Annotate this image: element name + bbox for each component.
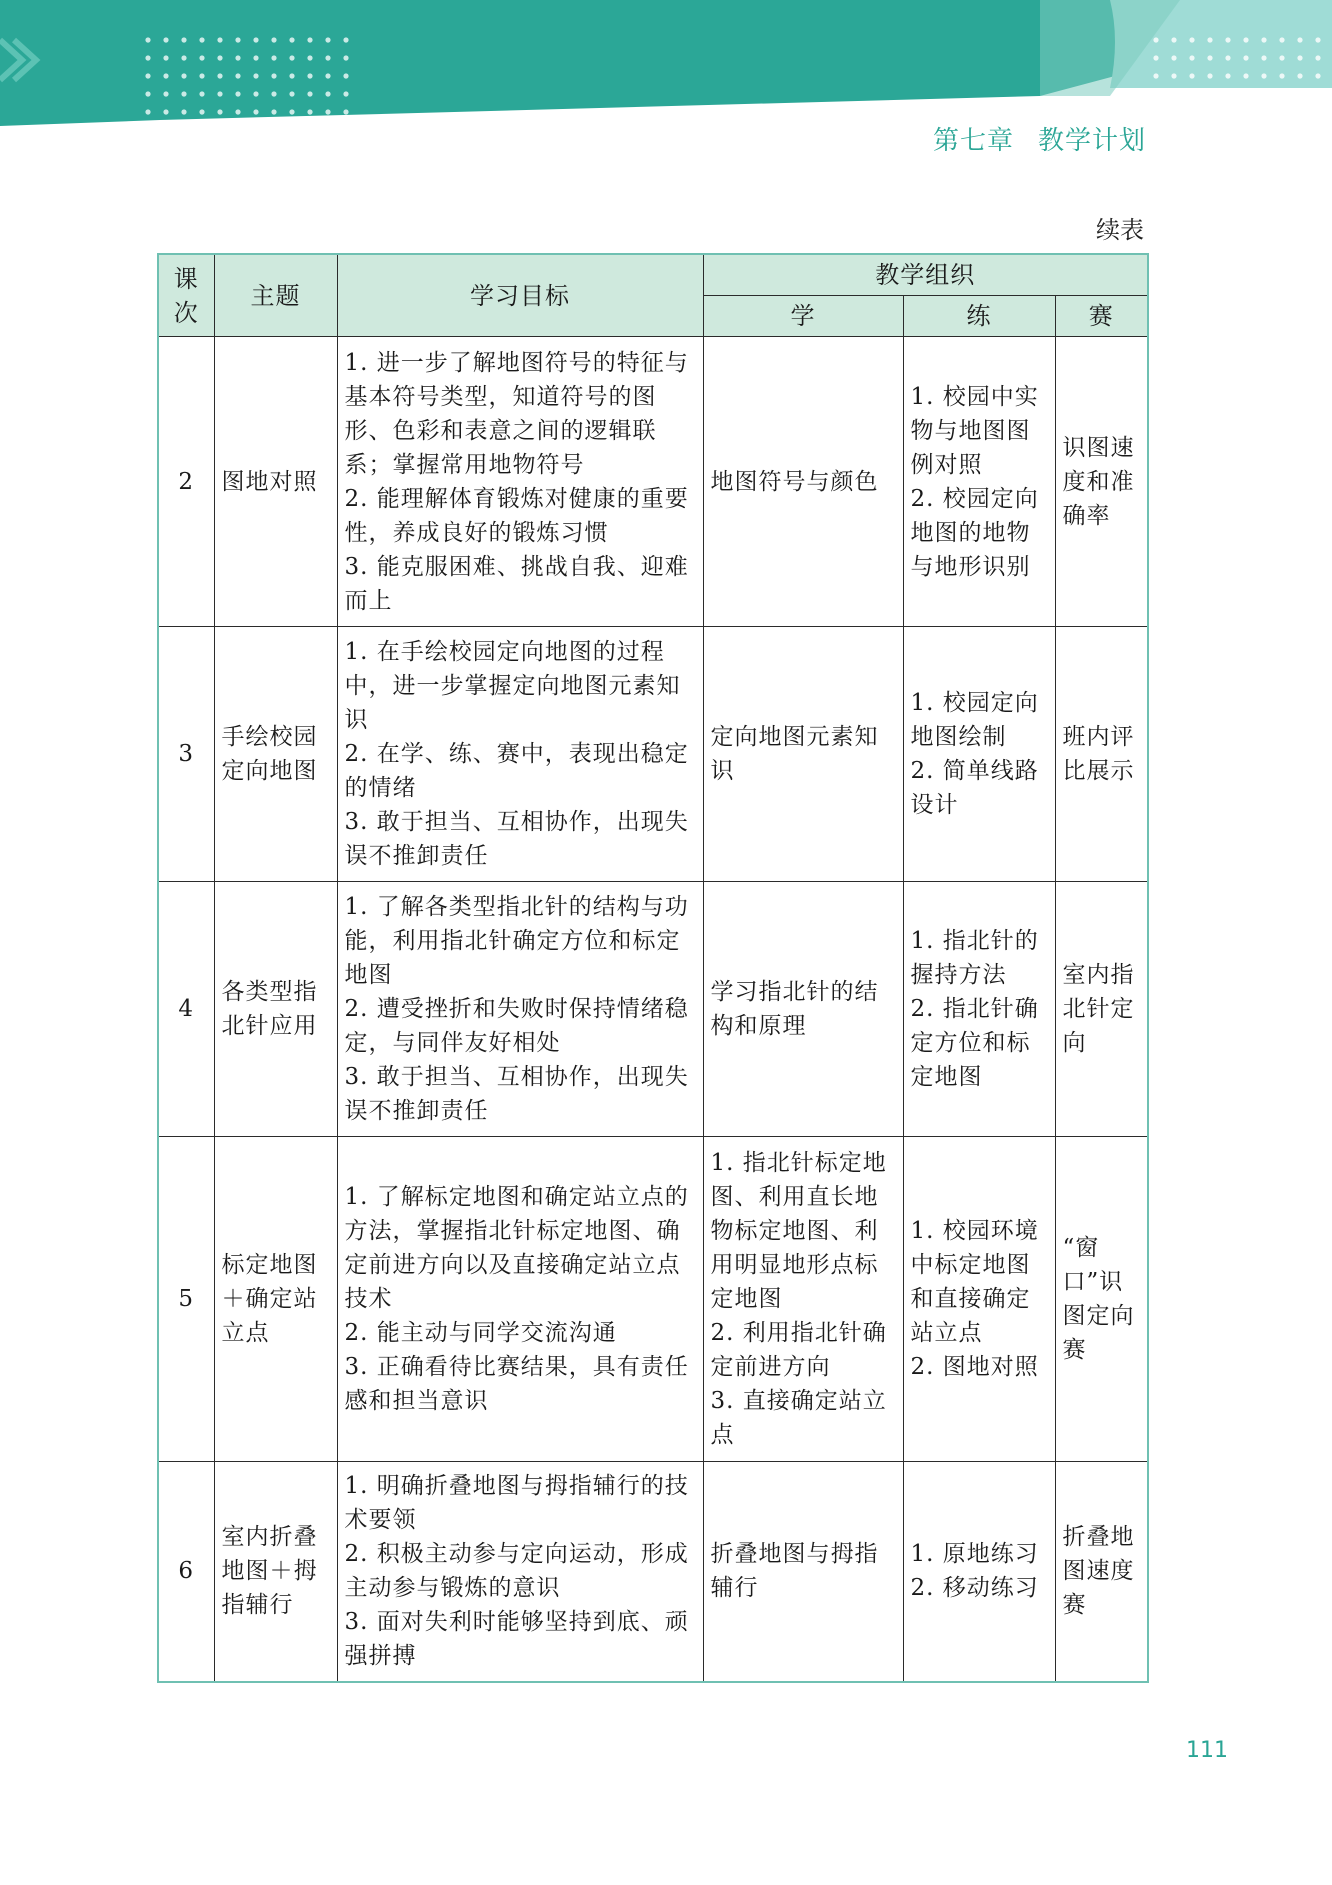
cell-objectives: 1. 了解各类型指北针的结构与功能，利用指北针确定方位和标定地图 2. 遭受挫折和失败时保持情绪稳定，与同伴友好相处 3. 敢于担当、互相协作，出现失误不推卸责任 — [337, 882, 703, 1137]
cell-lesson: 6 — [158, 1462, 214, 1682]
table-row — [158, 337, 1148, 627]
cell-compete: 识图速度和准确率 — [1055, 337, 1148, 627]
teaching-plan-table — [157, 253, 1149, 1683]
cell-practice: 1. 指北针的握持方法 2. 指北针确定方位和标定地图 — [903, 882, 1055, 1137]
continued-label: 续表 — [1096, 216, 1144, 244]
cell-lesson: 2 — [158, 337, 214, 627]
chapter-heading — [933, 120, 1146, 157]
chapter-number: 第七章 — [932, 126, 1014, 156]
header-compete: 赛 — [1055, 296, 1148, 337]
cell-topic: 图地对照 — [214, 337, 337, 627]
cell-objectives: 1. 在手绘校园定向地图的过程中，进一步掌握定向地图元素知识 2. 在学、练、赛中，表现出稳定的情绪 3. 敢于担当、互相协作，出现失误不推卸责任 — [337, 627, 703, 882]
cell-compete: “窗口”识图定向赛 — [1055, 1137, 1148, 1462]
header-learn: 学 — [703, 296, 903, 337]
chapter-title: 教学计划 — [1037, 126, 1146, 156]
page-number: 111 — [1186, 1738, 1228, 1763]
header-topic: 主题 — [214, 254, 337, 337]
cell-learn: 折叠地图与拇指辅行 — [703, 1462, 903, 1682]
cell-topic: 室内折叠地图＋拇指辅行 — [214, 1462, 337, 1682]
cell-practice: 1. 校园环境中标定地图和直接确定站立点 2. 图地对照 — [903, 1137, 1055, 1462]
cell-learn: 学习指北针的结构和原理 — [703, 882, 903, 1137]
table-row — [158, 1462, 1148, 1682]
cell-compete: 班内评比展示 — [1055, 627, 1148, 882]
header-practice: 练 — [903, 296, 1055, 337]
header-banner — [0, 0, 1332, 135]
cell-lesson: 5 — [158, 1137, 214, 1462]
cell-topic: 标定地图＋确定站立点 — [214, 1137, 337, 1462]
cell-learn: 地图符号与颜色 — [703, 337, 903, 627]
cell-practice: 1. 校园定向地图绘制 2. 简单线路设计 — [903, 627, 1055, 882]
cell-lesson: 3 — [158, 627, 214, 882]
cell-topic: 各类型指北针应用 — [214, 882, 337, 1137]
cell-compete: 室内指北针定向 — [1055, 882, 1148, 1137]
table-row — [158, 627, 1148, 882]
cell-objectives: 1. 进一步了解地图符号的特征与基本符号类型，知道符号的图形、色彩和表意之间的逻辑联系；掌握常用地物符号 2. 能理解体育锻炼对健康的重要性，养成良好的锻炼习惯 3. 能克服困难、挑战自我、迎难而上 — [337, 337, 703, 627]
cell-objectives: 1. 明确折叠地图与拇指辅行的技术要领 2. 积极主动参与定向运动，形成主动参与锻炼的意识 3. 面对失利时能够坚持到底、顽强拼搏 — [337, 1462, 703, 1682]
cell-objectives: 1. 了解标定地图和确定站立点的方法，掌握指北针标定地图、确定前进方向以及直接确定站立点技术 2. 能主动与同学交流沟通 3. 正确看待比赛结果，具有责任感和担当意识 — [337, 1137, 703, 1462]
table-row — [158, 882, 1148, 1137]
cell-learn: 1. 指北针标定地图、利用直长地物标定地图、利用明显地形点标定地图 2. 利用指北针确定前进方向 3. 直接确定站立点 — [703, 1137, 903, 1462]
header-teaching-org: 教学组织 — [703, 254, 1148, 296]
cell-practice: 1. 校园中实物与地图图例对照 2. 校园定向地图的地物与地形识别 — [903, 337, 1055, 627]
cell-topic: 手绘校园定向地图 — [214, 627, 337, 882]
table-row — [158, 1137, 1148, 1462]
cell-compete: 折叠地图速度赛 — [1055, 1462, 1148, 1682]
cell-lesson: 4 — [158, 882, 214, 1137]
header-objectives: 学习目标 — [337, 254, 703, 337]
cell-practice: 1. 原地练习 2. 移动练习 — [903, 1462, 1055, 1682]
cell-learn: 定向地图元素知识 — [703, 627, 903, 882]
header-lesson: 课次 — [158, 254, 214, 337]
